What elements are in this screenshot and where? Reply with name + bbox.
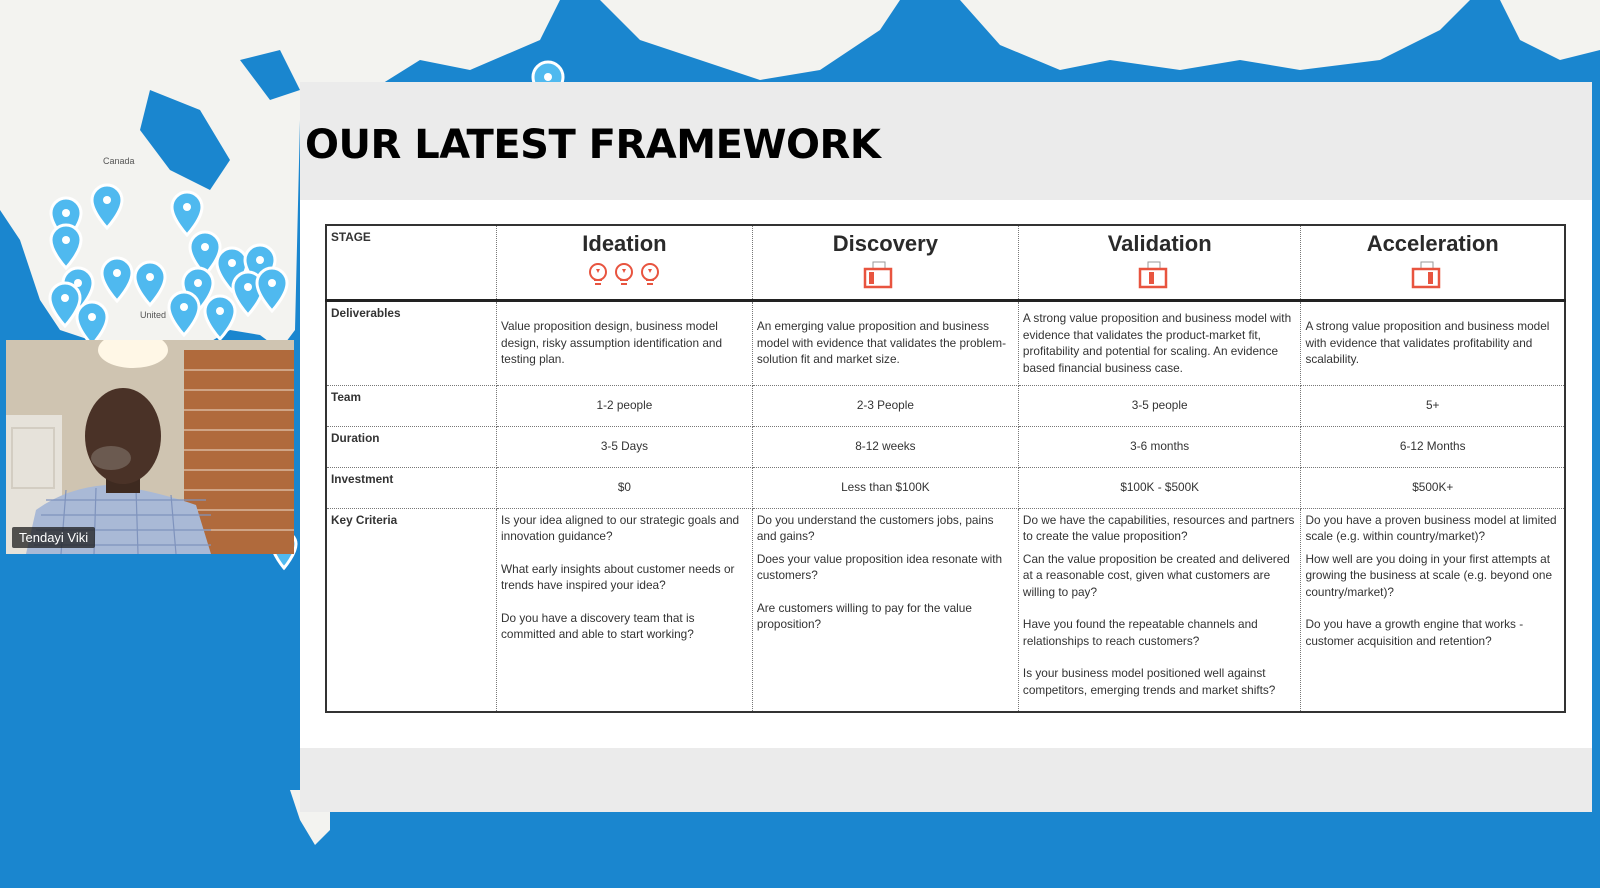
map-label-us: United <box>140 310 167 320</box>
stage-box-icon <box>757 261 1014 296</box>
row-label: Team <box>326 385 497 426</box>
column-title: Acceleration <box>1366 231 1499 256</box>
column-header-validation <box>1018 225 1301 300</box>
criteria-item: Do you have a proven business model at limited scale (e.g. within country/market)? <box>1305 512 1557 543</box>
table-cell <box>497 508 753 712</box>
criteria-item: How well are you doing in your first attempts at growing the business at scale (e.g. beyond one country/market)? <box>1305 551 1553 599</box>
table-cell: 6-12 Months <box>1301 426 1565 467</box>
table-cell: $500K+ <box>1301 467 1565 508</box>
table-cell: $100K - $500K <box>1018 467 1301 508</box>
column-header-ideation <box>497 225 753 300</box>
table-cell <box>1018 508 1301 712</box>
participant-name-tag: Tendayi Viki <box>12 527 95 548</box>
stage-header: STAGE <box>326 225 497 300</box>
criteria-item: Does your value proposition idea resonate with customers? <box>756 551 1003 582</box>
criteria-item: Do you understand the customers jobs, pains and gains? <box>756 512 994 543</box>
participant-video-tile[interactable] <box>6 340 294 554</box>
table-cell: 1-2 people <box>497 385 753 426</box>
table-row-key-criteria <box>326 508 1565 712</box>
lightbulb-icon <box>501 261 748 296</box>
table-header-row <box>326 225 1565 300</box>
table-row-duration <box>326 426 1565 467</box>
table-cell <box>1301 508 1565 712</box>
map-label-canada: Canada <box>103 156 135 166</box>
video-feed <box>6 340 294 554</box>
table-cell: 2-3 People <box>752 385 1018 426</box>
table-cell: 5+ <box>1301 385 1565 426</box>
table-cell: A strong value proposition and business model with evidence that validates profitability and scalability. <box>1301 300 1565 385</box>
row-label: Key Criteria <box>326 508 497 712</box>
criteria-item: Is your idea aligned to our strategic goals and innovation guidance? <box>501 512 740 543</box>
criteria-item: Can the value proposition be created and delivered at a reasonable cost, given what customers are willing to pay? <box>1022 551 1290 599</box>
table-row-investment <box>326 467 1565 508</box>
table-cell: 3-6 months <box>1018 426 1301 467</box>
column-title: Ideation <box>582 231 667 256</box>
stage-box-icon <box>1023 261 1297 296</box>
criteria-item: Is your business model positioned well against competitors, emerging trends and market shifts? <box>1022 666 1276 697</box>
table-cell: Less than $100K <box>752 467 1018 508</box>
column-title: Validation <box>1107 231 1212 256</box>
table-cell: 3-5 Days <box>497 426 753 467</box>
criteria-item: Have you found the repeatable channels and relationships to reach customers? <box>1022 617 1258 648</box>
criteria-item: Do you have a discovery team that is committed and able to start working? <box>501 610 695 641</box>
table-cell: A strong value proposition and business model with evidence that validates the product-market fit, profitability and potential for scaling. An evidence based financial business case. <box>1018 300 1301 385</box>
column-title: Discovery <box>832 231 938 256</box>
table-cell: 3-5 people <box>1018 385 1301 426</box>
criteria-item: Do we have the capabilities, resources and partners to create the value proposition? <box>1022 512 1295 543</box>
row-label: Deliverables <box>326 300 497 385</box>
criteria-item: Are customers willing to pay for the value proposition? <box>756 600 972 631</box>
column-header-discovery <box>752 225 1018 300</box>
table-cell: 8-12 weeks <box>752 426 1018 467</box>
table-cell: $0 <box>497 467 753 508</box>
stage-box-icon <box>1305 261 1560 296</box>
slide-title: OUR LATEST FRAMEWORK <box>305 122 881 168</box>
criteria-item: What early insights about customer needs or trends have inspired your idea? <box>501 561 735 592</box>
criteria-item: Do you have a growth engine that works - customer acquisition and retention? <box>1305 617 1524 648</box>
table-cell: Value proposition design, business model design, risky assumption identification and testing plan. <box>497 300 753 385</box>
framework-table <box>325 224 1566 713</box>
row-label: Duration <box>326 426 497 467</box>
table-row-team <box>326 385 1565 426</box>
row-label: Investment <box>326 467 497 508</box>
table-cell: An emerging value proposition and business model with evidence that validates the problem-solution fit and market size. <box>752 300 1018 385</box>
table-row-deliverables <box>326 300 1565 385</box>
table-cell <box>752 508 1018 712</box>
column-header-acceleration <box>1301 225 1565 300</box>
